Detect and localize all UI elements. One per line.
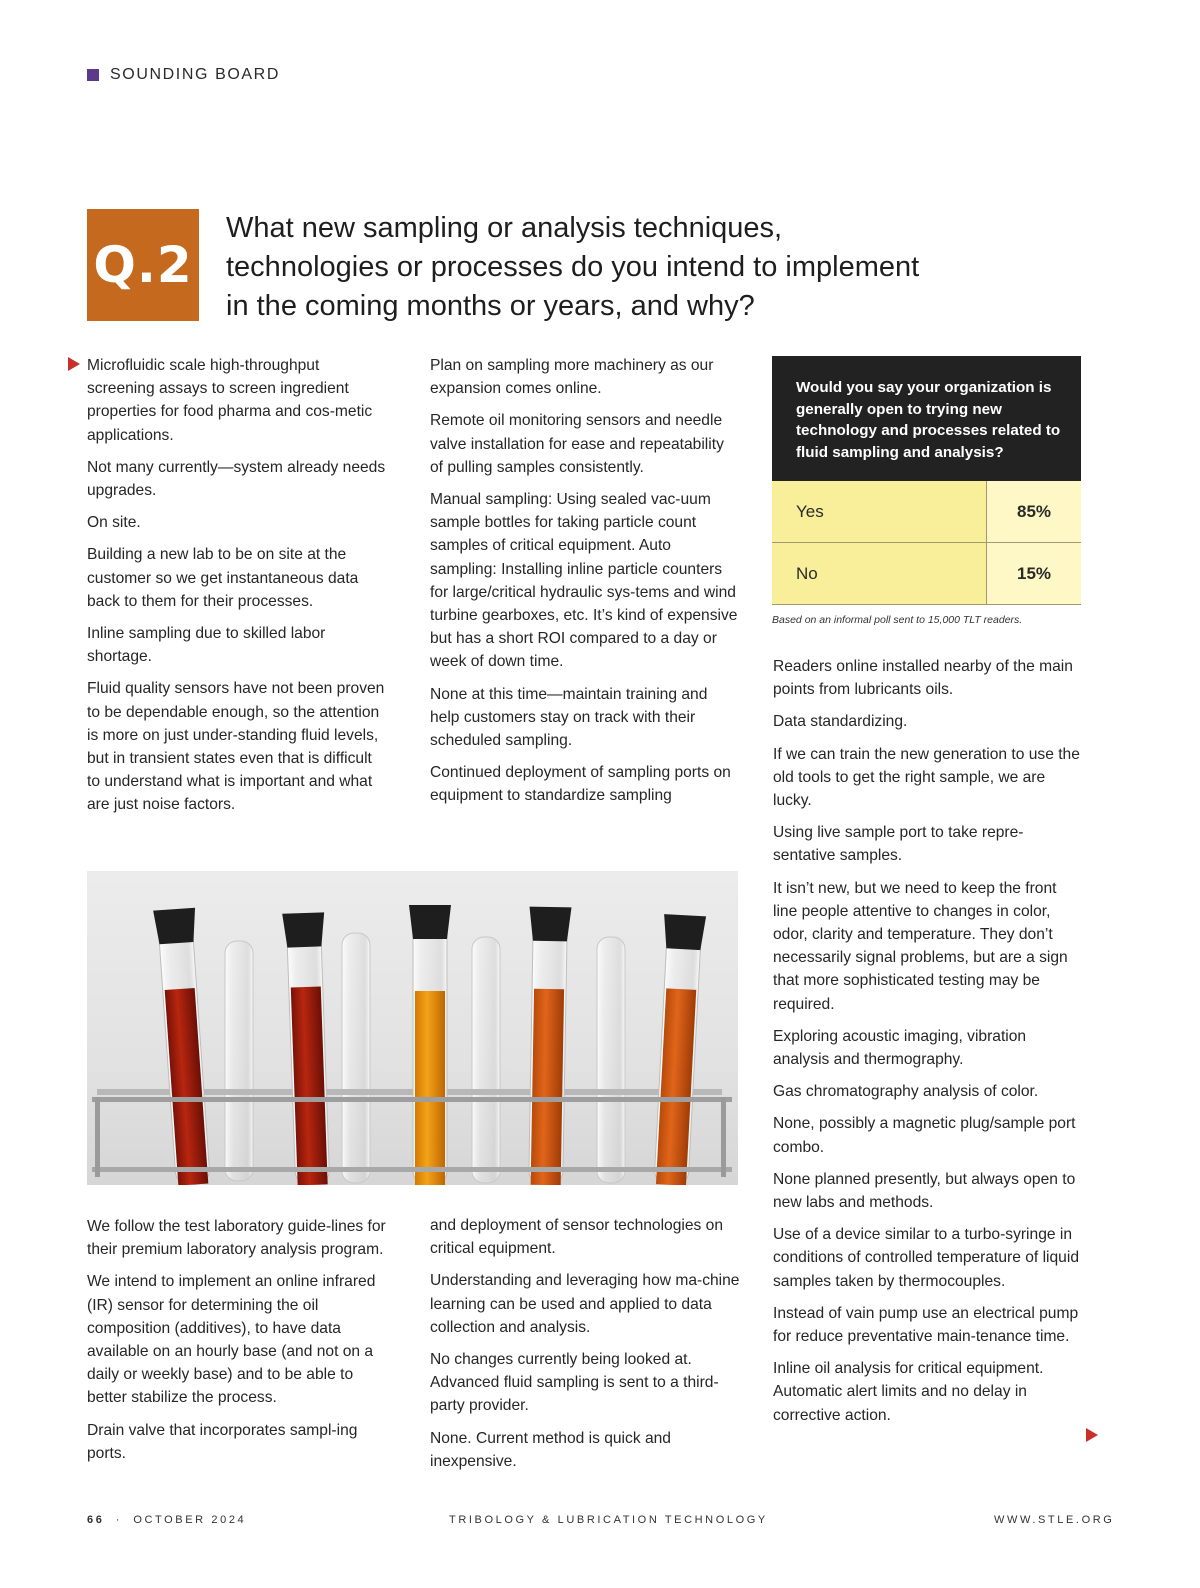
footer-page-info [87,1514,246,1526]
poll-value: 15% [987,543,1081,604]
response: We follow the test laboratory guide-lines for their premium laboratory analysis program. [87,1218,386,1259]
response: Manual sampling: Using sealed vac-uum sample bottles for taking particle count samples of critical equipment. Auto sampling: Installing inline particle counters for large/critical hydraulic sys-tems and wind turbine gearboxes, etc. It’s kind of expensive but has a short ROI compared to a day or week of down time. [430,491,738,671]
website-link[interactable]: WWW.STLE.ORG [994,1514,1115,1526]
response: Drain valve that incorporates sampl-ing ports. [87,1421,358,1462]
response: We intend to implement an online infrared (IR) sensor for determining the oil composition (additives), to have data available on an hourly base (and not on a daily or weekly base) and to be able to better stabilize the process. [87,1273,376,1407]
column-2-top [430,354,740,817]
response: None at this time—maintain training and help customers stay on track with their scheduled sampling. [430,685,708,750]
poll-value: 85% [987,481,1081,542]
issue-date: OCTOBER 2024 [133,1514,247,1526]
response: Data standardizing. [773,713,908,731]
column-1-top [87,354,387,826]
response: It isn’t new, but we need to keep the front line people attentive to changes in color, odor, clarity and temperature. They don’t necessarily signal problems, but are a sign that more sophisticated testing may be required. [773,879,1068,1013]
response: Continued deployment of sampling ports on equipment to standardize sampling [430,764,731,805]
poll-label: Yes [772,481,987,542]
question-text: What new sampling or analysis techniques, technologies or processes do you intend to implement in the coming months or years, and why? [226,212,920,322]
section-title: SOUNDING BOARD [110,66,280,83]
poll-question: Would you say your organization is generally open to trying new technology and processes related to fluid sampling and analysis? [772,356,1081,481]
response: None, possibly a magnetic plug/sample port combo. [773,1115,1076,1156]
arrow-right-icon [68,357,80,371]
tube-amber [409,905,451,1185]
response: Building a new lab to be on site at the customer so we get instantaneous data back to them for their processes. [87,546,359,610]
response: Gas chromatography analysis of color. [773,1083,1039,1101]
footer-separator: · [115,1514,123,1526]
poll-note: Based on an informal poll sent to 15,000 TLT readers. [772,614,1023,626]
column-2-bottom [430,1214,740,1482]
response: Fluid quality sensors have not been proven to be dependable enough, so the attention is more on just under-standing fluid levels, but in transient states even that is difficult to understand what is important and what are just noise factors. [87,680,385,814]
poll-row-yes [772,481,1081,543]
poll-box [772,356,1081,626]
response: Using live sample port to take repre-sentative samples. [773,824,1024,865]
response: No changes currently being looked at. Advanced fluid sampling is sent to a third-party provider. [430,1351,719,1415]
bullet-square-icon [87,69,99,81]
response: Inline sampling due to skilled labor shortage. [87,625,326,666]
column-1-bottom [87,1215,387,1474]
poll-label: No [772,543,987,604]
poll-row-no [772,543,1081,605]
response: None. Current method is quick and inexpensive. [430,1429,671,1470]
response: Plan on sampling more machinery as our expansion comes online. [430,357,714,398]
question-badge: Q.2 [87,209,199,321]
response: If we can train the new generation to use the old tools to get the right sample, we are lucky. [773,745,1080,810]
response: and deployment of sensor technologies on critical equipment. [430,1217,724,1258]
response: Not many currently—system already needs upgrades. [87,458,386,500]
response: None planned presently, but always open to new labs and methods. [773,1170,1076,1212]
response: Understanding and leveraging how ma-chine learning can be used and applied to data collection and analysis. [430,1272,740,1336]
section-tag [87,66,280,84]
response: Instead of vain pump use an electrical pump for reduce preventative main-tenance time. [773,1304,1079,1346]
response: Readers online installed nearby of the main points from lubricants oils. [773,658,1073,699]
response: Inline oil analysis for critical equipment. Automatic alert limits and no delay in corrective action. [773,1360,1044,1424]
column-3 [773,655,1085,1436]
response: Remote oil monitoring sensors and needle valve installation for ease and repeatability of pulling samples consistently. [430,412,724,476]
page-number: 66 [87,1514,105,1526]
arrow-right-icon [1086,1428,1098,1442]
response: Microfluidic scale high-throughput screening assays to screen ingredient properties for food pharma and cos-metic applications. [87,357,373,444]
publication-name: TRIBOLOGY & LUBRICATION TECHNOLOGY [449,1514,768,1526]
response: Exploring acoustic imaging, vibration analysis and thermography. [773,1027,1027,1069]
test-tubes-photo [87,871,738,1185]
response: Use of a device similar to a turbo-syringe in conditions of controlled temperature of liquid samples taken by thermocouples. [773,1226,1079,1290]
response: On site. [87,514,141,532]
test-tubes-illustration [87,871,738,1185]
